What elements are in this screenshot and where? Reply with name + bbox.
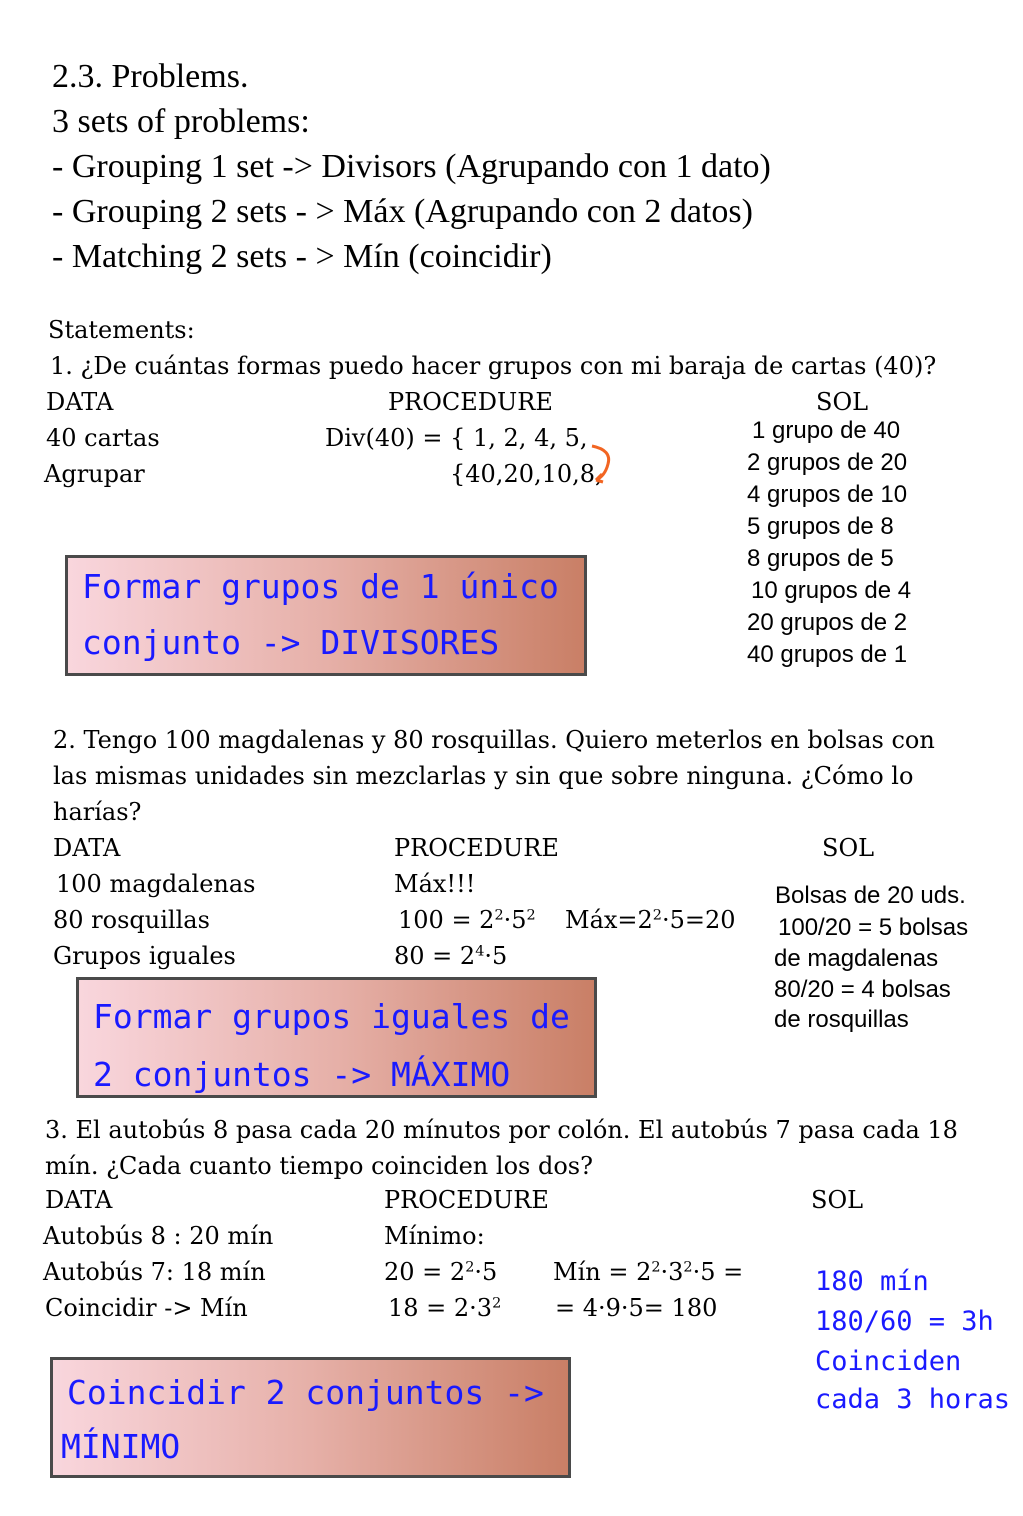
p2-data-item: 80 rosquillas: [53, 906, 210, 934]
p1-sol-item: 4 grupos de 10: [747, 481, 908, 508]
p1-summary-box: [65, 555, 587, 676]
p3-sol-item: 180/60 = 3h: [815, 1306, 994, 1337]
problem-3-question: 3. El autobús 8 pasa cada 20 mínutos por colón. El autobús 7 pasa cada 18: [45, 1116, 958, 1144]
p3-summary-box: [50, 1357, 571, 1478]
p3-data-item: Coincidir -> Mín: [45, 1294, 248, 1322]
p2-sol-item: Bolsas de 20 uds.: [775, 882, 966, 909]
p2-sol-item: de magdalenas: [774, 945, 939, 972]
p3-sol-header: SOL: [811, 1186, 864, 1214]
p1-divisors-pair-line: {40,20,10,8,: [450, 460, 603, 488]
bullet-item: - Grouping 1 set -> Divisors (Agrupando con 1 dato): [52, 148, 771, 185]
p2-proc-max: Máx!!!: [394, 870, 476, 898]
p1-sol-header: SOL: [816, 388, 869, 416]
p2-sol-item: 100/20 = 5 bolsas: [778, 914, 969, 941]
p1-summary-line: conjunto -> DIVISORES: [82, 623, 500, 662]
curved-arrow-icon: [588, 440, 616, 486]
p2-factor-100: $100 = 2^2\cdot 5^2$: [398, 906, 536, 934]
p2-summary-line: Formar grupos iguales de: [93, 997, 570, 1036]
p1-divisors-line: Div(40) = { 1, 2, 4, 5,: [325, 424, 588, 452]
section-subtitle: 3 sets of problems:: [52, 103, 310, 140]
p3-factor-20: $20 = 2^2\cdot 5$: [384, 1258, 498, 1286]
p3-min-value: Mín = $2^2\cdot 3^2\cdot 5$ =: [553, 1258, 744, 1286]
p3-proc-min: Mínimo:: [384, 1222, 485, 1250]
p3-sol-item: 180 mín: [815, 1266, 929, 1297]
p2-procedure-header: PROCEDURE: [394, 834, 559, 862]
problem-1-question: 1. ¿De cuántas formas puedo hacer grupos con mi baraja de cartas (40)?: [50, 352, 937, 380]
p1-sol-item: 5 grupos de 8: [747, 513, 894, 540]
p2-data-item: Grupos iguales: [53, 942, 236, 970]
p3-data-item: Autobús 8 : 20 mín: [43, 1222, 274, 1250]
p1-sol-item: 10 grupos de 4: [751, 577, 912, 604]
p2-sol-header: SOL: [822, 834, 875, 862]
p3-data-header: DATA: [45, 1186, 113, 1214]
problem-3-question: mín. ¿Cada cuanto tiempo coinciden los dos?: [45, 1152, 593, 1180]
p3-data-item: Autobús 7: 18 mín: [43, 1258, 266, 1286]
p2-sol-item: de rosquillas: [774, 1006, 909, 1033]
p1-data-item: 40 cartas: [46, 424, 160, 452]
p3-min-value-2: = 4·9·5= 180: [555, 1294, 718, 1322]
p2-summary-line: 2 conjuntos -> MÁXIMO: [93, 1055, 511, 1094]
p3-factor-18: $18 = 2\cdot 3^2$: [388, 1294, 502, 1322]
problem-2-question: las mismas unidades sin mezclarlas y sin que sobre ninguna. ¿Cómo lo: [53, 762, 914, 790]
p1-sol-item: 20 grupos de 2: [747, 609, 908, 636]
p3-summary-line: Coincidir 2 conjuntos ->: [67, 1373, 544, 1412]
section-title: 2.3. Problems.: [52, 58, 249, 95]
p3-sol-item: Coinciden: [815, 1346, 962, 1377]
p2-data-header: DATA: [53, 834, 121, 862]
p2-sol-item: 80/20 = 4 bolsas: [774, 976, 951, 1003]
p1-sol-item: 40 grupos de 1: [747, 641, 908, 668]
statements-label: Statements:: [48, 316, 195, 344]
p2-data-item: 100 magdalenas: [56, 870, 256, 898]
p1-data-header: DATA: [46, 388, 114, 416]
problem-2-question: 2. Tengo 100 magdalenas y 80 rosquillas. Quiero meterlos en bolsas con: [53, 726, 935, 754]
p2-factor-80: $80 = 2^4\cdot 5$: [394, 942, 508, 970]
p3-summary-line: MÍNIMO: [61, 1427, 181, 1466]
p1-procedure-header: PROCEDURE: [388, 388, 553, 416]
bullet-item: - Grouping 2 sets - > Máx (Agrupando con 2 datos): [52, 193, 753, 230]
p1-sol-item: 2 grupos de 20: [747, 449, 908, 476]
p1-data-item: Agrupar: [44, 460, 145, 488]
p3-procedure-header: PROCEDURE: [384, 1186, 549, 1214]
p3-sol-item: cada 3 horas: [815, 1384, 1011, 1415]
p2-max-value: $Máx=2^2\cdot 5=20$: [565, 906, 736, 934]
problem-2-question: harías?: [53, 798, 142, 826]
p1-sol-item: 8 grupos de 5: [747, 545, 894, 572]
bullet-item: - Matching 2 sets - > Mín (coincidir): [52, 238, 552, 275]
p1-sol-item: 1 grupo de 40: [752, 417, 901, 444]
p1-summary-line: Formar grupos de 1 único: [82, 567, 559, 606]
p2-summary-box: [76, 977, 597, 1098]
